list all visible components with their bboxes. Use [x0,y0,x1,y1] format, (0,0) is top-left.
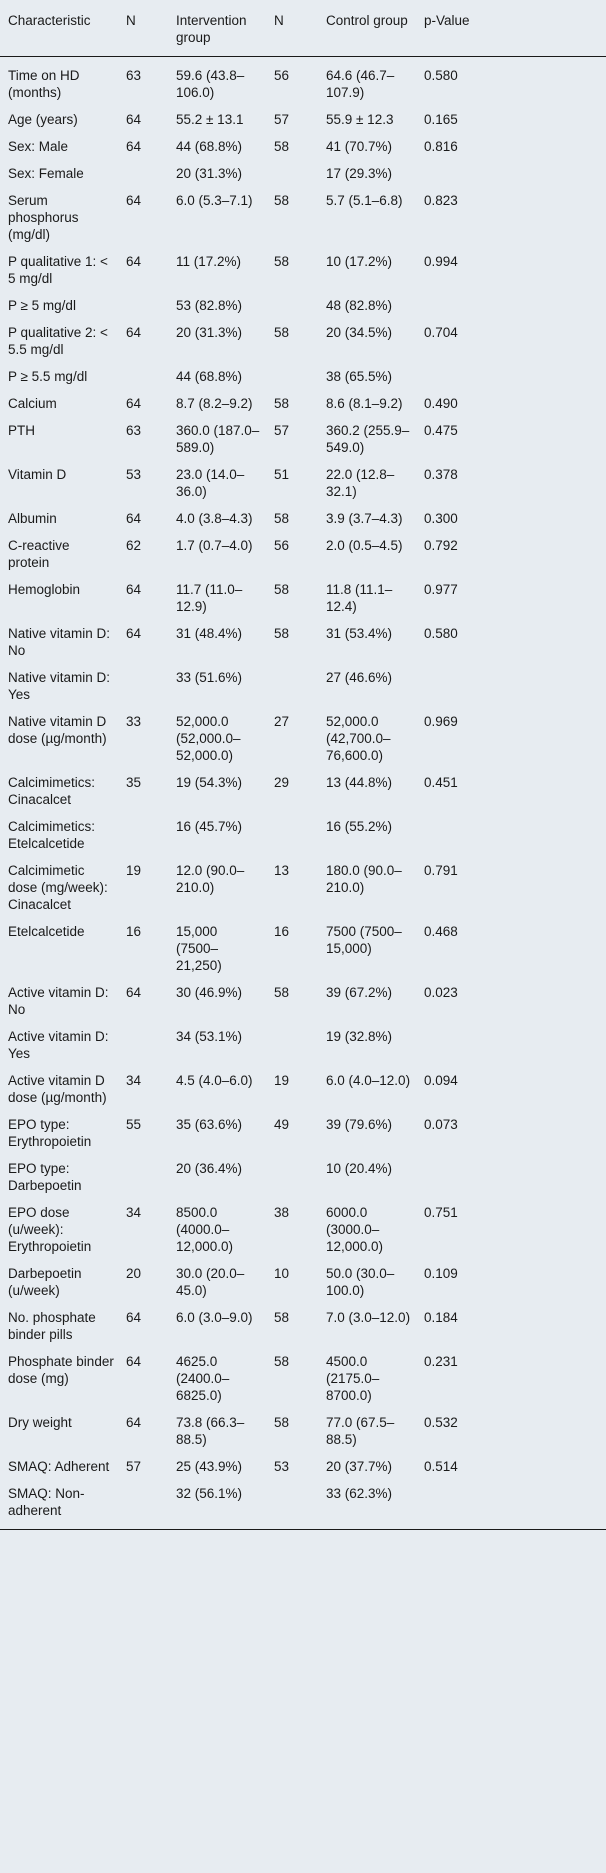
cell-control-n: 51 [274,467,290,482]
cell-intervention-value: 11 (17.2%) [176,254,242,269]
table-row [0,101,606,128]
table-row [0,385,606,412]
cell-intervention-value: 1.7 (0.7–4.0) [176,538,253,553]
cell-intervention-value: 12.0 (90.0–210.0) [176,863,245,895]
cell-control-value: 4500.0 (2175.0–8700.0) [326,1354,380,1403]
cell-intervention-n [118,659,168,703]
cell-control-value: 20 (34.5%) [326,325,393,340]
table-row [0,456,606,500]
cell-characteristic: Serum phosphorus (mg/dl) [8,193,79,242]
cell-control-value: 360.2 (255.9–549.0) [326,423,410,455]
table-row [0,1404,606,1448]
table-body [0,57,606,1530]
cell-control-value: 11.8 (11.1–12.4) [326,582,393,614]
cell-characteristic: Sex: Female [8,166,84,181]
cell-control-value: 16 (55.2%) [326,819,393,834]
cell-intervention-n: 20 [126,1266,142,1281]
table-row [0,1448,606,1475]
table-row [0,764,606,808]
cell-control-n: 57 [274,423,290,438]
cell-p-value: 0.468 [424,924,458,939]
cell-control-value: 13 (44.8%) [326,775,393,790]
cell-control-n [266,659,318,703]
cell-intervention-value: 19 (54.3%) [176,775,243,790]
table-row [0,412,606,456]
cell-characteristic: P qualitative 1: < 5 mg/dl [8,254,108,286]
cell-intervention-n [118,358,168,385]
cell-characteristic: Calcimimetics: Etelcalcetide [8,819,96,851]
cell-characteristic: Active vitamin D: No [8,985,109,1017]
cell-intervention-value: 30 (46.9%) [176,985,243,1000]
cell-p-value: 0.994 [424,254,458,269]
cell-p-value: 0.751 [424,1205,458,1220]
cell-intervention-n: 64 [126,396,142,411]
cell-control-n: 29 [274,775,290,790]
cell-control-value: 55.9 ± 12.3 [326,112,394,127]
cell-intervention-value: 20 (31.3%) [176,166,243,181]
cell-intervention-value: 4.0 (3.8–4.3) [176,511,253,526]
cell-characteristic: SMAQ: Adherent [8,1459,110,1474]
cell-control-n: 27 [274,714,290,729]
cell-intervention-value: 35 (63.6%) [176,1117,243,1132]
cell-intervention-value: 4625.0 (2400.0–6825.0) [176,1354,230,1403]
table-row [0,615,606,659]
cell-control-n: 13 [274,863,290,878]
cell-intervention-n: 16 [126,924,142,939]
cell-control-n: 38 [274,1205,290,1220]
table-row [0,913,606,974]
cell-p-value: 0.580 [424,626,458,641]
table-row [0,1255,606,1299]
cell-intervention-n: 64 [126,582,142,597]
header-row [0,0,606,57]
table-row [0,1475,606,1530]
table-row [0,182,606,243]
cell-intervention-n: 64 [126,193,142,208]
table-row [0,1062,606,1106]
cell-characteristic: Phosphate binder dose (mg) [8,1354,114,1386]
cell-control-n: 58 [274,325,290,340]
cell-intervention-value: 6.0 (3.0–9.0) [176,1310,253,1325]
table-row [0,358,606,385]
cell-intervention-n: 64 [126,511,142,526]
cell-characteristic: Calcium [8,396,57,411]
cell-control-value: 7.0 (3.0–12.0) [326,1310,411,1325]
cell-control-value: 17 (29.3%) [326,166,393,181]
cell-control-n: 58 [274,193,290,208]
cell-intervention-value: 20 (31.3%) [176,325,243,340]
cell-characteristic: P qualitative 2: < 5.5 mg/dl [8,325,108,357]
cell-control-n: 58 [274,1354,290,1369]
cell-p-value: 0.451 [424,775,458,790]
cell-control-n [266,358,318,385]
cell-intervention-value: 25 (43.9%) [176,1459,243,1474]
cell-control-value: 22.0 (12.8–32.1) [326,467,395,499]
cell-characteristic: Native vitamin D dose (µg/month) [8,714,107,746]
cell-intervention-n: 57 [126,1459,142,1474]
cell-control-n: 58 [274,626,290,641]
cell-p-value: 0.109 [424,1266,458,1281]
cell-control-value: 10 (17.2%) [326,254,393,269]
cell-intervention-n: 64 [126,626,142,641]
cell-control-n: 58 [274,396,290,411]
cell-intervention-value: 34 (53.1%) [176,1029,243,1044]
cell-p-value: 0.300 [424,511,458,526]
cell-characteristic: Sex: Male [8,139,69,154]
cell-characteristic: SMAQ: Non-adherent [8,1486,85,1518]
cell-characteristic: No. phosphate binder pills [8,1310,96,1342]
cell-intervention-n: 19 [126,863,142,878]
cell-control-n: 58 [274,985,290,1000]
table-row [0,155,606,182]
cell-characteristic: EPO dose (u/week): Erythropoietin [8,1205,92,1254]
cell-intervention-value: 4.5 (4.0–6.0) [176,1073,253,1088]
cell-p-value [416,1150,606,1194]
cell-control-value: 6.0 (4.0–12.0) [326,1073,411,1088]
cell-intervention-n [118,1475,168,1530]
cell-p-value: 0.792 [424,538,458,553]
cell-control-n: 58 [274,1310,290,1325]
cell-intervention-value: 20 (36.4%) [176,1161,243,1176]
cell-p-value: 0.378 [424,467,458,482]
cell-control-value: 180.0 (90.0–210.0) [326,863,402,895]
cell-p-value: 0.475 [424,423,458,438]
cell-intervention-value: 52,000.0 (52,000.0–52,000.0) [176,714,241,763]
table-row [0,314,606,358]
cell-p-value: 0.184 [424,1310,458,1325]
cell-intervention-n: 64 [126,1415,142,1430]
cell-characteristic: EPO type: Darbepoetin [8,1161,82,1193]
cell-p-value: 0.704 [424,325,458,340]
cell-control-value: 50.0 (30.0–100.0) [326,1266,395,1298]
cell-control-value: 64.6 (46.7–107.9) [326,68,395,100]
cell-intervention-n [118,808,168,852]
cell-control-value: 10 (20.4%) [326,1161,393,1176]
cell-p-value [416,358,606,385]
cell-intervention-value: 32 (56.1%) [176,1486,243,1501]
cell-control-value: 6000.0 (3000.0–12,000.0) [326,1205,384,1254]
table-row [0,1106,606,1150]
cell-control-n: 56 [274,538,290,553]
cell-control-value: 19 (32.8%) [326,1029,393,1044]
table-row [0,500,606,527]
cell-characteristic: P ≥ 5.5 mg/dl [8,369,88,384]
table-row [0,1343,606,1404]
header-p-value: p-Value [424,13,470,28]
cell-intervention-n: 64 [126,325,142,340]
cell-control-n [266,155,318,182]
cell-control-n: 58 [274,582,290,597]
cell-p-value [416,1475,606,1530]
table-row [0,703,606,764]
cell-characteristic: C-reactive protein [8,538,70,570]
cell-p-value [416,1018,606,1062]
cell-intervention-value: 59.6 (43.8–106.0) [176,68,245,100]
cell-characteristic: EPO type: Erythropoietin [8,1117,92,1149]
cell-control-n: 58 [274,254,290,269]
cell-p-value: 0.231 [424,1354,458,1369]
table-row [0,974,606,1018]
cell-p-value [416,287,606,314]
header-control-group: Control group [326,13,408,28]
cell-control-n: 58 [274,511,290,526]
cell-characteristic: P ≥ 5 mg/dl [8,298,76,313]
cell-control-n: 10 [274,1266,290,1281]
cell-characteristic: Dry weight [8,1415,72,1430]
cell-p-value: 0.490 [424,396,458,411]
cell-control-value: 20 (37.7%) [326,1459,393,1474]
cell-p-value [416,808,606,852]
cell-intervention-value: 16 (45.7%) [176,819,243,834]
cell-intervention-value: 73.8 (66.3–88.5) [176,1415,245,1447]
cell-intervention-value: 23.0 (14.0–36.0) [176,467,245,499]
cell-intervention-value: 8.7 (8.2–9.2) [176,396,253,411]
cell-control-value: 39 (67.2%) [326,985,393,1000]
header-characteristic: Characteristic [8,13,91,28]
cell-intervention-n: 55 [126,1117,142,1132]
cell-characteristic: Native vitamin D: No [8,626,111,658]
cell-intervention-n: 64 [126,1310,142,1325]
cell-intervention-n: 35 [126,775,142,790]
cell-intervention-value: 31 (48.4%) [176,626,243,641]
cell-p-value: 0.816 [424,139,458,154]
cell-characteristic: Age (years) [8,112,78,127]
cell-characteristic: Albumin [8,511,57,526]
cell-p-value: 0.094 [424,1073,458,1088]
table-row [0,57,606,102]
cell-control-value: 38 (65.5%) [326,369,393,384]
table-row [0,659,606,703]
cell-intervention-n: 63 [126,423,142,438]
cell-characteristic: PTH [8,423,35,438]
cell-control-n: 19 [274,1073,290,1088]
cell-control-n: 49 [274,1117,290,1132]
cell-characteristic: Active vitamin D: Yes [8,1029,109,1061]
cell-control-value: 31 (53.4%) [326,626,393,641]
cell-characteristic: Time on HD (months) [8,68,80,100]
cell-control-value: 39 (79.6%) [326,1117,393,1132]
cell-control-n: 58 [274,1415,290,1430]
cell-p-value [416,155,606,182]
cell-intervention-value: 44 (68.8%) [176,369,243,384]
table-row [0,128,606,155]
cell-control-value: 77.0 (67.5–88.5) [326,1415,395,1447]
header-intervention-group: Intervention group [176,13,247,45]
cell-intervention-n: 33 [126,714,142,729]
header-control-n: N [274,13,284,28]
cell-p-value: 0.532 [424,1415,458,1430]
table-row [0,808,606,852]
cell-characteristic: Hemoglobin [8,582,81,597]
cell-intervention-value: 8500.0 (4000.0–12,000.0) [176,1205,234,1254]
table-row [0,852,606,913]
cell-intervention-value: 44 (68.8%) [176,139,243,154]
cell-intervention-value: 15,000 (7500–21,250) [176,924,222,973]
cell-intervention-value: 11.7 (11.0–12.9) [176,582,243,614]
cell-p-value: 0.514 [424,1459,458,1474]
cell-p-value: 0.977 [424,582,458,597]
cell-intervention-n: 34 [126,1073,142,1088]
cell-intervention-n: 34 [126,1205,142,1220]
cell-intervention-n [118,1018,168,1062]
cell-intervention-n [118,287,168,314]
table-row [0,571,606,615]
cell-control-value: 7500 (7500–15,000) [326,924,402,956]
cell-intervention-value: 33 (51.6%) [176,670,243,685]
cell-intervention-n: 53 [126,467,142,482]
cell-control-n: 58 [274,139,290,154]
table-row [0,1194,606,1255]
cell-control-n [266,1150,318,1194]
cell-p-value: 0.969 [424,714,458,729]
cell-intervention-n: 64 [126,254,142,269]
cell-control-value: 5.7 (5.1–6.8) [326,193,403,208]
cell-intervention-n: 64 [126,112,142,127]
cell-control-value: 3.9 (3.7–4.3) [326,511,403,526]
header-intervention-n: N [126,13,136,28]
cell-p-value [416,659,606,703]
cell-p-value: 0.823 [424,193,458,208]
cell-intervention-n: 64 [126,1354,142,1369]
table-row [0,287,606,314]
cell-control-value: 52,000.0 (42,700.0–76,600.0) [326,714,391,763]
cell-intervention-n: 63 [126,68,142,83]
cell-characteristic: Darbepoetin (u/week) [8,1266,82,1298]
cell-intervention-n [118,1150,168,1194]
cell-control-n [266,287,318,314]
cell-characteristic: Calcimimetic dose (mg/week): Cinacalcet [8,863,108,912]
cell-control-n [266,808,318,852]
cell-intervention-value: 6.0 (5.3–7.1) [176,193,253,208]
cell-control-n: 57 [274,112,290,127]
cell-intervention-value: 360.0 (187.0–589.0) [176,423,260,455]
cell-control-value: 2.0 (0.5–4.5) [326,538,403,553]
cell-intervention-n: 64 [126,139,142,154]
cell-characteristic: Native vitamin D: Yes [8,670,111,702]
cell-intervention-value: 53 (82.8%) [176,298,243,313]
cell-intervention-n [118,155,168,182]
table-row [0,1150,606,1194]
cell-control-n: 53 [274,1459,290,1474]
cell-control-n [266,1475,318,1530]
cell-characteristic: Etelcalcetide [8,924,85,939]
cell-p-value: 0.791 [424,863,458,878]
cell-intervention-value: 30.0 (20.0–45.0) [176,1266,245,1298]
cell-control-value: 8.6 (8.1–9.2) [326,396,403,411]
cell-control-value: 27 (46.6%) [326,670,393,685]
cell-p-value: 0.073 [424,1117,458,1132]
cell-characteristic: Calcimimetics: Cinacalcet [8,775,96,807]
cell-control-n: 56 [274,68,290,83]
cell-control-value: 48 (82.8%) [326,298,393,313]
cell-intervention-n: 64 [126,985,142,1000]
cell-control-value: 33 (62.3%) [326,1486,393,1501]
cell-control-n: 16 [274,924,290,939]
cell-characteristic: Vitamin D [8,467,67,482]
cell-characteristic: Active vitamin D dose (µg/month) [8,1073,107,1105]
table-row [0,243,606,287]
cell-intervention-n: 62 [126,538,142,553]
table-row [0,527,606,571]
cell-control-n [266,1018,318,1062]
table-row [0,1299,606,1343]
table-header [0,0,606,57]
cell-control-value: 41 (70.7%) [326,139,393,154]
cell-p-value: 0.165 [424,112,458,127]
table-row [0,1018,606,1062]
cell-p-value: 0.023 [424,985,458,1000]
cell-intervention-value: 55.2 ± 13.1 [176,112,244,127]
cell-p-value: 0.580 [424,68,458,83]
